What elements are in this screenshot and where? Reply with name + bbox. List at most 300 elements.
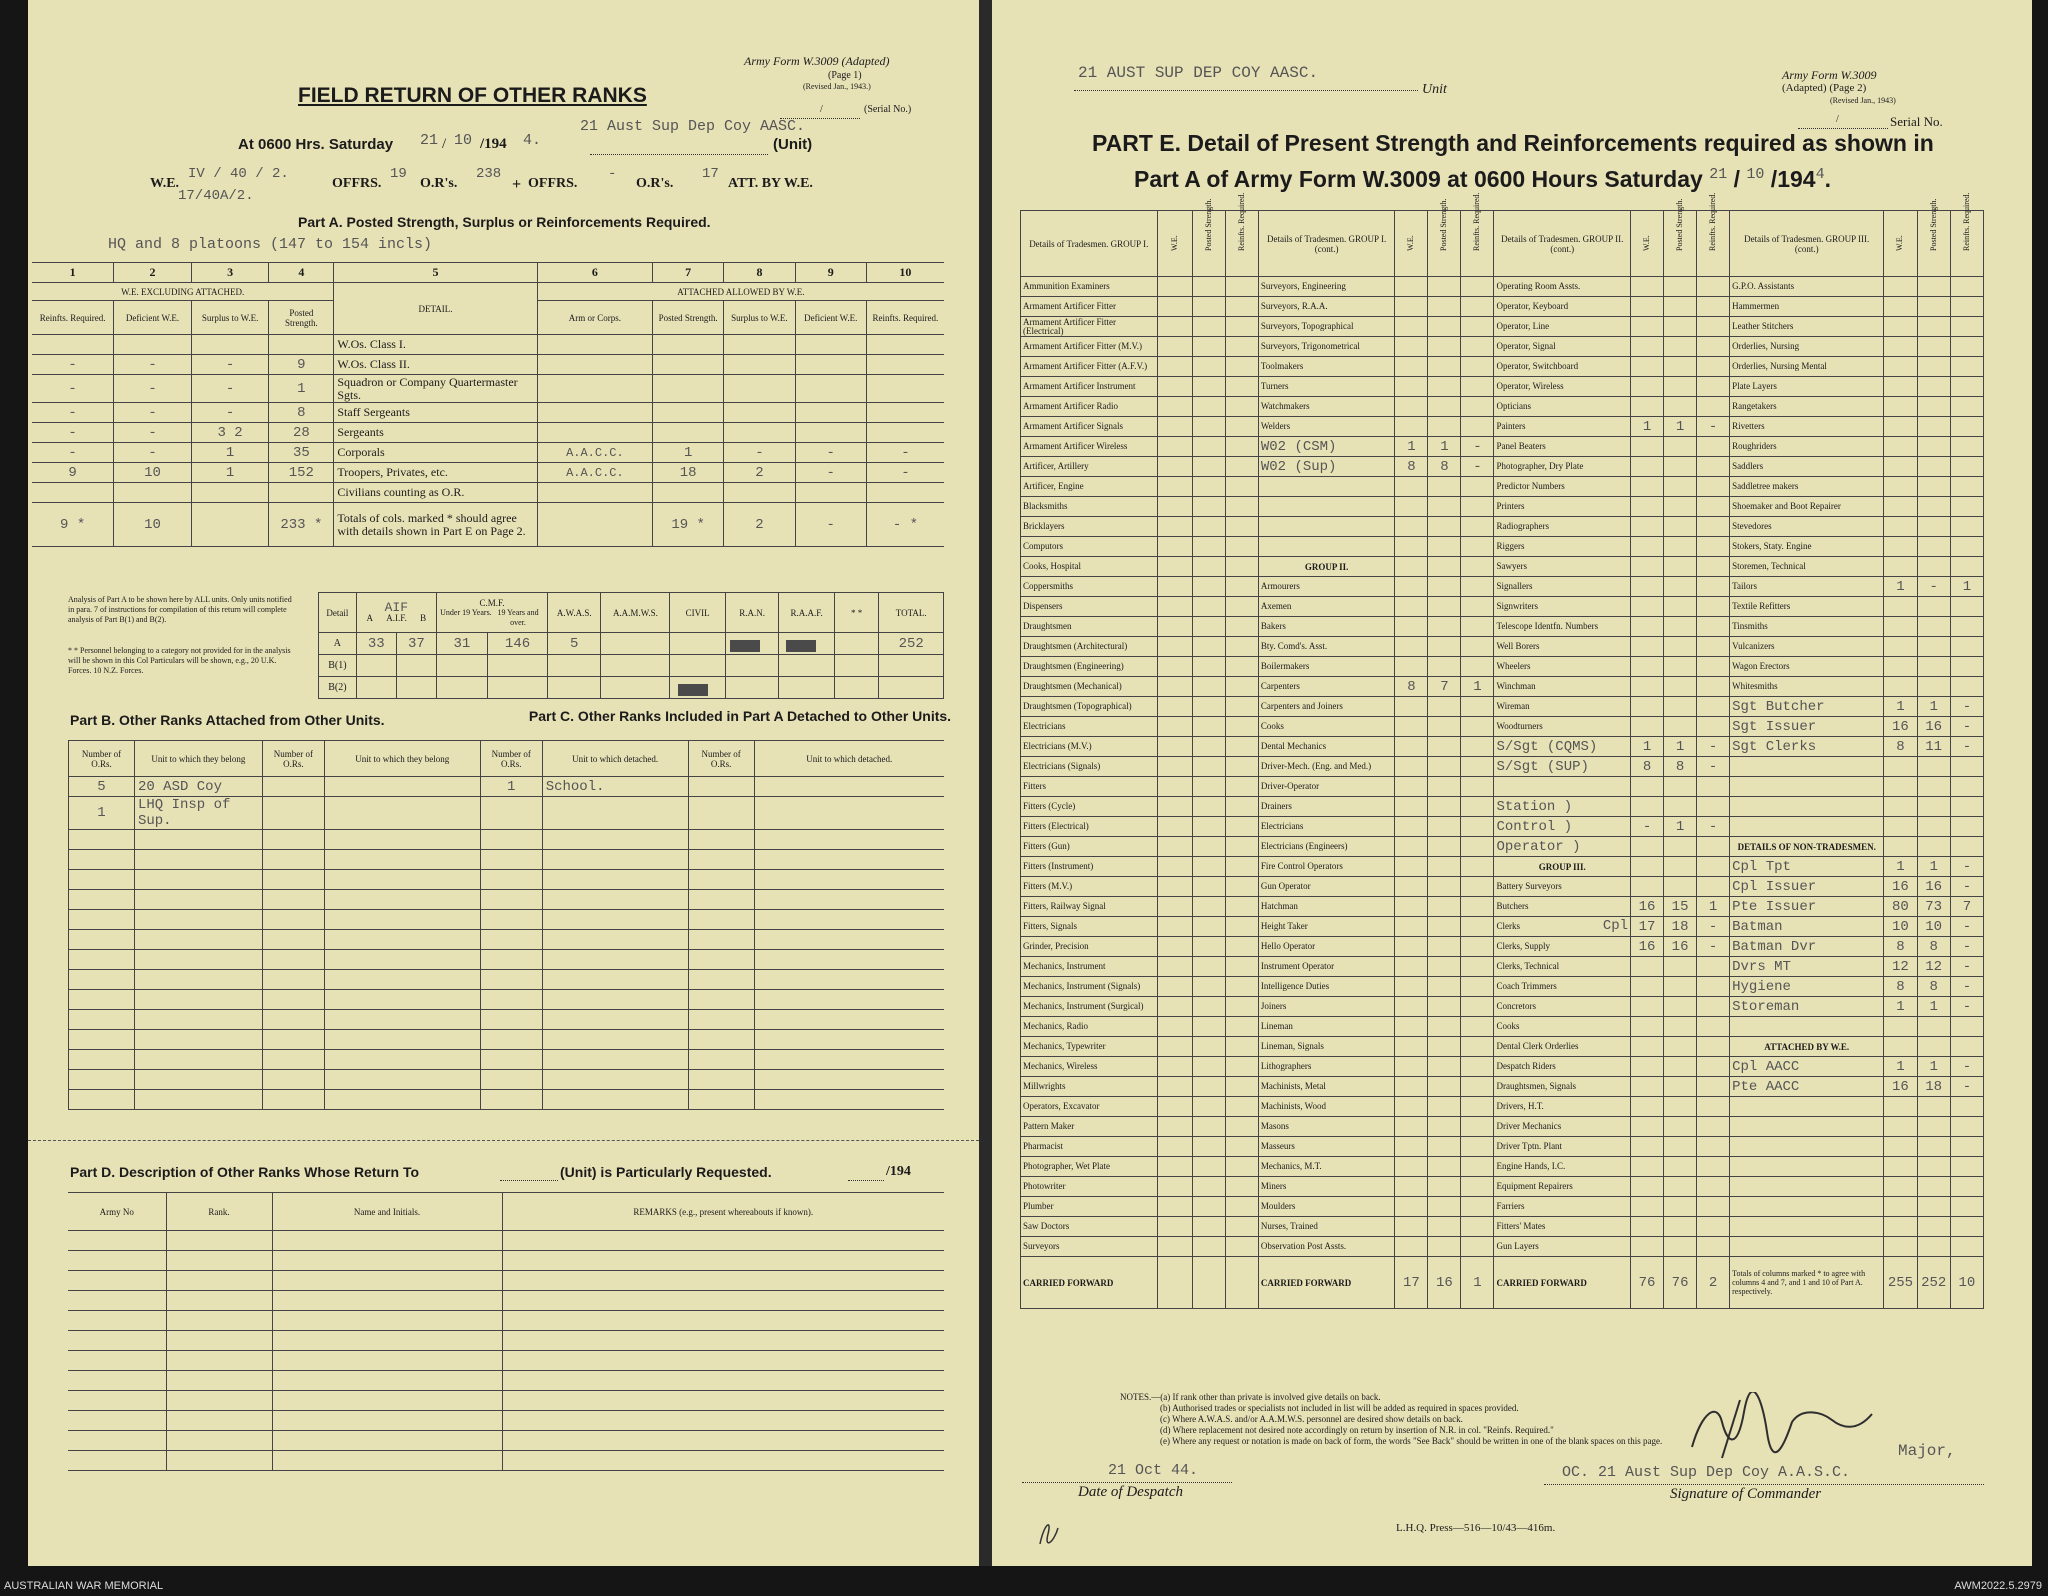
col2-rr	[1461, 817, 1494, 837]
col3-label: Telescope Identfn. Numbers	[1494, 617, 1631, 637]
col4-rr	[1950, 677, 1983, 697]
col3-we	[1631, 377, 1664, 397]
header-posted	[1917, 198, 1950, 277]
col4-rr	[1950, 597, 1983, 617]
part-c-unit-2	[754, 830, 944, 850]
col1-value	[1157, 1077, 1192, 1097]
col3-we: 8	[1631, 757, 1664, 777]
deficient-9-value	[795, 375, 866, 403]
part-c-num-header: Number of O.Rs.	[480, 741, 542, 777]
col1-value	[1192, 1237, 1225, 1257]
part-c-num-2	[688, 910, 754, 930]
col1-value	[1157, 677, 1192, 697]
col4-we	[1884, 1237, 1917, 1257]
col1-value	[1192, 977, 1225, 997]
col3-rr	[1697, 1097, 1730, 1117]
col2-we	[1395, 337, 1428, 357]
col4-ps	[1917, 797, 1950, 817]
revised-right: (Revised Jan., 1943)	[1830, 96, 1896, 105]
col-number: 8	[724, 263, 795, 283]
col2-ps	[1428, 937, 1461, 957]
part-e-row	[1021, 757, 1984, 777]
col1-value	[1157, 1157, 1192, 1177]
col2-ps	[1428, 1117, 1461, 1137]
col2-label: Miners	[1258, 1177, 1395, 1197]
col4-ps	[1917, 1217, 1950, 1237]
col2-rr	[1461, 417, 1494, 437]
col4-we	[1884, 397, 1917, 417]
part-a-row	[32, 403, 944, 423]
part-bc-row	[69, 1050, 945, 1070]
col4-we	[1884, 537, 1917, 557]
col4-we: 1	[1884, 1057, 1917, 1077]
page-label: (Page 1)	[828, 70, 862, 81]
at-month: 10	[454, 132, 473, 149]
col2-ps	[1428, 737, 1461, 757]
col1-value	[1192, 297, 1225, 317]
col2-ps: 8	[1428, 457, 1461, 477]
col1-value	[1192, 1077, 1225, 1097]
col2-label: Electricians (Engineers)	[1258, 837, 1395, 857]
surplus-value: -	[191, 403, 269, 423]
col2-label: Axemen	[1258, 597, 1395, 617]
part-b-unit-header-2: Unit to which they belong	[324, 741, 480, 777]
right-page	[992, 0, 2032, 1566]
col1-label: Draughtsmen (Topographical)	[1021, 697, 1158, 717]
col2-rr	[1461, 757, 1494, 777]
col4-ps	[1917, 1017, 1950, 1037]
part-b-num-2	[262, 970, 324, 990]
part-b-unit-2	[324, 870, 480, 890]
col4-group-label: ATTACHED BY W.E.	[1730, 1037, 1884, 1057]
part-c-unit	[542, 1030, 688, 1050]
arm-corps-value: A.A.C.C.	[537, 443, 652, 463]
col1-value	[1192, 817, 1225, 837]
col2-rr	[1461, 1017, 1494, 1037]
deficient-value: -	[114, 403, 192, 423]
col2-rr	[1461, 377, 1494, 397]
analysis-star	[834, 633, 878, 655]
col3-rr	[1697, 277, 1730, 297]
part-b-num-2	[262, 1090, 324, 1110]
arm-corps-value	[537, 335, 652, 355]
at-day: 21	[420, 132, 439, 149]
analysis-label: B(1)	[319, 655, 357, 677]
col3-rr	[1697, 397, 1730, 417]
detail-label: Totals of cols. marked * should agree with details shown in Part E on Page 2.	[334, 503, 537, 547]
col3-rr	[1697, 777, 1730, 797]
col3-label: Well Borers	[1494, 637, 1631, 657]
col2-ps	[1428, 1017, 1461, 1037]
deficient-9-value	[795, 355, 866, 375]
part-c-unit	[542, 797, 688, 830]
part-b-unit	[134, 1050, 262, 1070]
col1-label: Operators, Excavator	[1021, 1097, 1158, 1117]
col3-label: Farriers	[1494, 1197, 1631, 1217]
col3-we	[1631, 1197, 1664, 1217]
carried-c4-ps: 252	[1917, 1257, 1950, 1309]
col4-rr	[1950, 377, 1983, 397]
part-d-cell	[272, 1251, 502, 1271]
col1-label: Mechanics, Instrument (Signals)	[1021, 977, 1158, 997]
deficient-value	[114, 335, 192, 355]
col3-we	[1631, 497, 1664, 517]
col3-ps	[1664, 1117, 1697, 1137]
col2-label: Joiners	[1258, 997, 1395, 1017]
col1-value	[1192, 437, 1225, 457]
part-a-row	[32, 483, 944, 503]
col3-we	[1631, 357, 1664, 377]
part-e-row	[1021, 637, 1984, 657]
col4-rr	[1950, 1157, 1983, 1177]
deficient-value: -	[114, 443, 192, 463]
col3-rr	[1697, 597, 1730, 617]
col2-rr	[1461, 1037, 1494, 1057]
col1-value	[1157, 577, 1192, 597]
col4-typed-label: Pte Issuer	[1730, 897, 1884, 917]
part-d-cell	[502, 1311, 944, 1331]
cmf-label: C.M.F.	[479, 597, 505, 608]
col4-ps: 1	[1917, 857, 1950, 877]
col4-rr: -	[1950, 1057, 1983, 1077]
col1-value	[1192, 1097, 1225, 1117]
col1-label: Armament Artificer Fitter (M.V.)	[1021, 337, 1158, 357]
col3-rr: -	[1697, 917, 1730, 937]
col3-label: Draughtsmen, Signals	[1494, 1077, 1631, 1097]
col2-ps	[1428, 717, 1461, 737]
col-number: 9	[795, 263, 866, 283]
part-e-row	[1021, 1077, 1984, 1097]
col1-value	[1157, 777, 1192, 797]
header-group1: Details of Tradesmen. GROUP I.	[1021, 211, 1158, 277]
col3-rr	[1697, 337, 1730, 357]
col4-label: Shoemaker and Boot Repairer	[1730, 497, 1884, 517]
part-b-unit-2	[324, 1030, 480, 1050]
part-b-num-2	[262, 1010, 324, 1030]
col3-rr	[1697, 837, 1730, 857]
col2-rr	[1461, 617, 1494, 637]
deficient-9-value: -	[795, 443, 866, 463]
col2-we	[1395, 1177, 1428, 1197]
col1-value	[1225, 1017, 1258, 1037]
col3-ps: 15	[1664, 897, 1697, 917]
col2-we	[1395, 1057, 1428, 1077]
col3-we	[1631, 857, 1664, 877]
col3-rr	[1697, 1057, 1730, 1077]
unit-label-right: Unit	[1422, 82, 1447, 97]
col1-label: Pattern Maker	[1021, 1117, 1158, 1137]
col4-rr	[1950, 657, 1983, 677]
surplus-value: 3 2	[191, 423, 269, 443]
col4-rr	[1950, 1137, 1983, 1157]
col3-ps: 8	[1664, 757, 1697, 777]
header-we	[1157, 211, 1192, 277]
part-bc-row	[69, 797, 945, 830]
col3-we	[1631, 577, 1664, 597]
part-d-cell	[272, 1451, 502, 1471]
carried-empty	[1192, 1257, 1225, 1309]
col2-label: Masseurs	[1258, 1137, 1395, 1157]
part-c-unit-2	[754, 950, 944, 970]
col1-value	[1192, 277, 1225, 297]
part-d-cell	[166, 1311, 272, 1331]
col3-label: Operating Room Assts.	[1494, 277, 1631, 297]
archive-footer	[0, 1566, 2048, 1596]
analysis-star	[834, 655, 878, 677]
posted-value: 9	[269, 355, 334, 375]
analysis-header-detail: Detail	[319, 593, 357, 633]
col3-rr: -	[1697, 937, 1730, 957]
col1-value	[1192, 917, 1225, 937]
col4-ps	[1917, 1177, 1950, 1197]
deficient-9-value	[795, 423, 866, 443]
col2-we	[1395, 877, 1428, 897]
col1-value	[1157, 877, 1192, 897]
col4-ps	[1917, 297, 1950, 317]
col4-we	[1884, 817, 1917, 837]
col1-value	[1225, 977, 1258, 997]
carried-c4-rr: 10	[1950, 1257, 1983, 1309]
part-bc-row	[69, 850, 945, 870]
col2-rr	[1461, 957, 1494, 977]
part-b-num-2	[262, 950, 324, 970]
deficient-value: -	[114, 355, 192, 375]
header-reinfts	[1461, 192, 1494, 277]
col3-we	[1631, 1237, 1664, 1257]
col3-rr	[1697, 697, 1730, 717]
part-e-row	[1021, 617, 1984, 637]
part-d-rank-header: Rank.	[166, 1193, 272, 1231]
analysis-header-ran: R.A.N.	[725, 593, 778, 633]
header-we	[1395, 211, 1428, 277]
col3-ps	[1664, 777, 1697, 797]
printer-mark: L.H.Q. Press—516—10/43—416m.	[1396, 1522, 1556, 1534]
col2-rr	[1461, 297, 1494, 317]
col4-we	[1884, 677, 1917, 697]
analysis-label: B(2)	[319, 677, 357, 699]
col1-value	[1192, 417, 1225, 437]
col2-rr	[1461, 917, 1494, 937]
col2-rr	[1461, 357, 1494, 377]
col3-we	[1631, 517, 1664, 537]
part-e-row	[1021, 957, 1984, 977]
part-c-unit	[542, 890, 688, 910]
col4-ps	[1917, 277, 1950, 297]
col2-rr	[1461, 737, 1494, 757]
detail-label: Squadron or Company Quartermaster Sgts.	[334, 375, 537, 403]
col1-value	[1225, 537, 1258, 557]
col2-label: Surveyors, Topographical	[1258, 317, 1395, 337]
posted-7-value	[653, 483, 724, 503]
part-e-row	[1021, 877, 1984, 897]
form-id-right: Army Form W.3009	[1782, 68, 1877, 82]
col2-label: Watchmakers	[1258, 397, 1395, 417]
col4-label: G.P.O. Assistants	[1730, 277, 1884, 297]
col4-label: Stokers, Staty. Engine	[1730, 537, 1884, 557]
carried-forward-row	[1021, 1257, 1984, 1309]
col2-label: Lineman, Signals	[1258, 1037, 1395, 1057]
part-b-num	[69, 930, 135, 950]
col1-value	[1225, 277, 1258, 297]
col2-we	[1395, 1157, 1428, 1177]
part-e-row	[1021, 417, 1984, 437]
surplus-8-value	[724, 375, 795, 403]
part-c-num-2	[688, 1050, 754, 1070]
part-d-title: Part D. Description of Other Ranks Whose Return To	[70, 1164, 420, 1180]
form-adapted: (Adapted) (Page 2)	[1782, 82, 1867, 94]
part-d-cell	[68, 1411, 166, 1431]
carried-c2-we: 17	[1395, 1257, 1428, 1309]
part-c-unit	[542, 970, 688, 990]
left-page: Army Form W.3009 (Adapted) (Page 1) (Revised Jan., 1943.) / (Serial No.) FIELD RETURN OF OTHER RANKS At 0600 Hrs. Saturday 21 / 10 /194 4. 21 Aust Sup Dep Coy AASC. (Unit) W.E. IV / 40 / 2. 17/40A/2. OFFRS. 19 O.R's. 238 + OFFRS. - O.R's. 17 ATT. BY W.E. Part A. Posted Strength, Surplus or Reinforcements Required. HQ and 8 platoons (147 to 154 incls) 1 2 3 4 5 6 7 8 9 10 W.E. EXCLUDING ATTACHED. DETAIL. ATTACHED ALLOWED BY W.E. Reinfts. Required. Deficient W.E. Surplus to W.E. Posted Strength. Arm or Corps. Posted Strength. Surplus to W.E. Deficient W.E. Reinfts. Required. W.Os. Class I. - - - 9 W.Os. Class II. - - - 1 Squadron or Company Quartermaster Sgts. - - - 8 Staff Sergeants - - 3 2 28 Sergeants - - 1 35 Corporals A.A.C.C. 1 - - - 9 10 1 152 Troopers, Privates, etc. A.A.C.C. 18 2 - - Civilians counting as O.R. 9 * 10 233 * Totals of cols. marked * should agree with details shown in Part E on Page 2. 19 * 2 - - * Analysis of Part A to be shown here by ALL units. Only units notified in para. 7 of instructions for compilation of this return will complete analysis of Part B(1) and B(2). * * Personnel belonging to a category not provided for in the analysis will be shown in this Col Particulars will be shown, e.g., 20 U.K. Forces. 10 N.Z. Forces. Detail AIF A A.I.F. B C.M.F. Under 19 Years. 19 Years and over. A.W.A.S. A.A.M.W.S. CIVIL R.A.N. R.A.A.F. * * TOTAL. A 33 37 31 146 5 252 B(1) B(2) Part B. Other Ranks Attached from Other Units. Part C. Other Ranks Included in Part A Detached to Other Units. Number of O.Rs. Unit to which they belong Number of O.Rs. Unit to which they belong Number of O.Rs. Unit to which detached. Number of O.Rs. Unit to which detached. 5 20 ASD Coy 1 School. 1 LHQ Insp of Sup. Part D. Description of Other Ranks Whose Return To (Unit) is Particularly Requested. /194 Army No Rank. Name and Initials. REMARKS (e.g., present whereabouts if known).	[28, 0, 979, 1566]
col4-label	[1730, 1237, 1884, 1257]
col3-rr	[1697, 657, 1730, 677]
analysis-total	[879, 677, 944, 699]
part-d-cell	[68, 1271, 166, 1291]
carried-label-1: CARRIED FORWARD	[1021, 1257, 1158, 1309]
detail-label: Sergeants	[334, 423, 537, 443]
col4-ps	[1917, 637, 1950, 657]
part-b-unit	[134, 890, 262, 910]
col3-we: 16	[1631, 897, 1664, 917]
col-number: 1	[32, 263, 114, 283]
col1-value	[1157, 897, 1192, 917]
col1-value	[1192, 757, 1225, 777]
part-b-unit-2	[324, 1090, 480, 1110]
col4-rr	[1950, 297, 1983, 317]
col2-label: Lineman	[1258, 1017, 1395, 1037]
col3-rr	[1697, 717, 1730, 737]
col1-value	[1225, 577, 1258, 597]
col3-typed-label: Operator )	[1494, 837, 1631, 857]
col1-value	[1157, 1097, 1192, 1117]
col3-label: Operator, Wireless	[1494, 377, 1631, 397]
part-c-unit-2	[754, 850, 944, 870]
col1-label: Surveyors	[1021, 1237, 1158, 1257]
col1-value	[1157, 817, 1192, 837]
col3-we	[1631, 697, 1664, 717]
col4-label	[1730, 797, 1884, 817]
surplus-8-value	[724, 403, 795, 423]
col2-rr	[1461, 657, 1494, 677]
col4-we	[1884, 497, 1917, 517]
part-b-num-2	[262, 930, 324, 950]
part-b-num-2	[262, 870, 324, 890]
deficient-9-value: -	[795, 503, 866, 547]
part-e-row	[1021, 1177, 1984, 1197]
col2-label: Instrument Operator	[1258, 957, 1395, 977]
col1-value	[1225, 437, 1258, 457]
col4-we	[1884, 1037, 1917, 1057]
col3-ps	[1664, 377, 1697, 397]
col1-value	[1225, 857, 1258, 877]
col3-label: Operator, Signal	[1494, 337, 1631, 357]
col1-label: Millwrights	[1021, 1077, 1158, 1097]
col4-rr	[1950, 1097, 1983, 1117]
carried-c2-rr: 1	[1461, 1257, 1494, 1309]
part-e-row	[1021, 1057, 1984, 1077]
reinfts-10-value: -	[866, 443, 944, 463]
col3-label: Fitters' Mates	[1494, 1217, 1631, 1237]
posted-7-value: 1	[653, 443, 724, 463]
col-number: 10	[866, 263, 944, 283]
header-group3c: Details of Tradesmen. GROUP III. (cont.)	[1730, 211, 1884, 277]
part-c-num	[480, 850, 542, 870]
col1-value	[1157, 977, 1192, 997]
col2-we	[1395, 837, 1428, 857]
analysis-raaf	[779, 677, 835, 699]
part-d-cell	[68, 1391, 166, 1411]
part-c-num-2	[688, 950, 754, 970]
col1-value	[1225, 937, 1258, 957]
reinfts-10-value	[866, 423, 944, 443]
col3-we	[1631, 477, 1664, 497]
reinfts-value: 9	[32, 463, 114, 483]
part-b-unit	[134, 1090, 262, 1110]
col1-label: Mechanics, Radio	[1021, 1017, 1158, 1037]
col-number: 5	[334, 263, 537, 283]
col1-value	[1225, 1157, 1258, 1177]
title-year-prefix: 194	[1777, 166, 1816, 192]
part-d-cell	[502, 1351, 944, 1371]
col4-we: 1	[1884, 577, 1917, 597]
col4-rr	[1950, 317, 1983, 337]
part-e-row	[1021, 717, 1984, 737]
col3-ps	[1664, 697, 1697, 717]
col2-rr	[1461, 577, 1494, 597]
detail-label: Troopers, Privates, etc.	[334, 463, 537, 483]
col4-rr	[1950, 817, 1983, 837]
part-d-cell	[502, 1431, 944, 1451]
col3-ps	[1664, 1057, 1697, 1077]
col4-we	[1884, 317, 1917, 337]
col4-rr	[1950, 557, 1983, 577]
analysis-header-cmf	[436, 593, 547, 633]
part-bc-row	[69, 870, 945, 890]
deficient-value: -	[114, 375, 192, 403]
col3-rr: -	[1697, 757, 1730, 777]
col4-label	[1730, 1217, 1884, 1237]
col3-rr	[1697, 797, 1730, 817]
part-e-table	[1020, 192, 1984, 1309]
col2-ps	[1428, 837, 1461, 857]
part-e-row	[1021, 277, 1984, 297]
part-e-row	[1021, 657, 1984, 677]
part-bc-table	[68, 740, 944, 1110]
part-c-unit-2	[754, 990, 944, 1010]
col3-rr	[1697, 497, 1730, 517]
col2-ps	[1428, 657, 1461, 677]
detail-label: W.Os. Class II.	[334, 355, 537, 375]
part-b-num	[69, 950, 135, 970]
part-d-cell	[166, 1451, 272, 1471]
col1-value	[1192, 677, 1225, 697]
part-b-num	[69, 1030, 135, 1050]
col2-label: Toolmakers	[1258, 357, 1395, 377]
part-b-unit-2	[324, 1070, 480, 1090]
part-d-cell	[502, 1411, 944, 1431]
col3-label: Coach Trimmers	[1494, 977, 1631, 997]
part-c-unit-2	[754, 970, 944, 990]
part-bc-row	[69, 930, 945, 950]
col2-we	[1395, 617, 1428, 637]
col2-we	[1395, 857, 1428, 877]
col1-value	[1192, 577, 1225, 597]
col1-value	[1225, 297, 1258, 317]
part-b-unit	[134, 850, 262, 870]
col4-ps	[1917, 617, 1950, 637]
part-d-row	[68, 1331, 944, 1351]
